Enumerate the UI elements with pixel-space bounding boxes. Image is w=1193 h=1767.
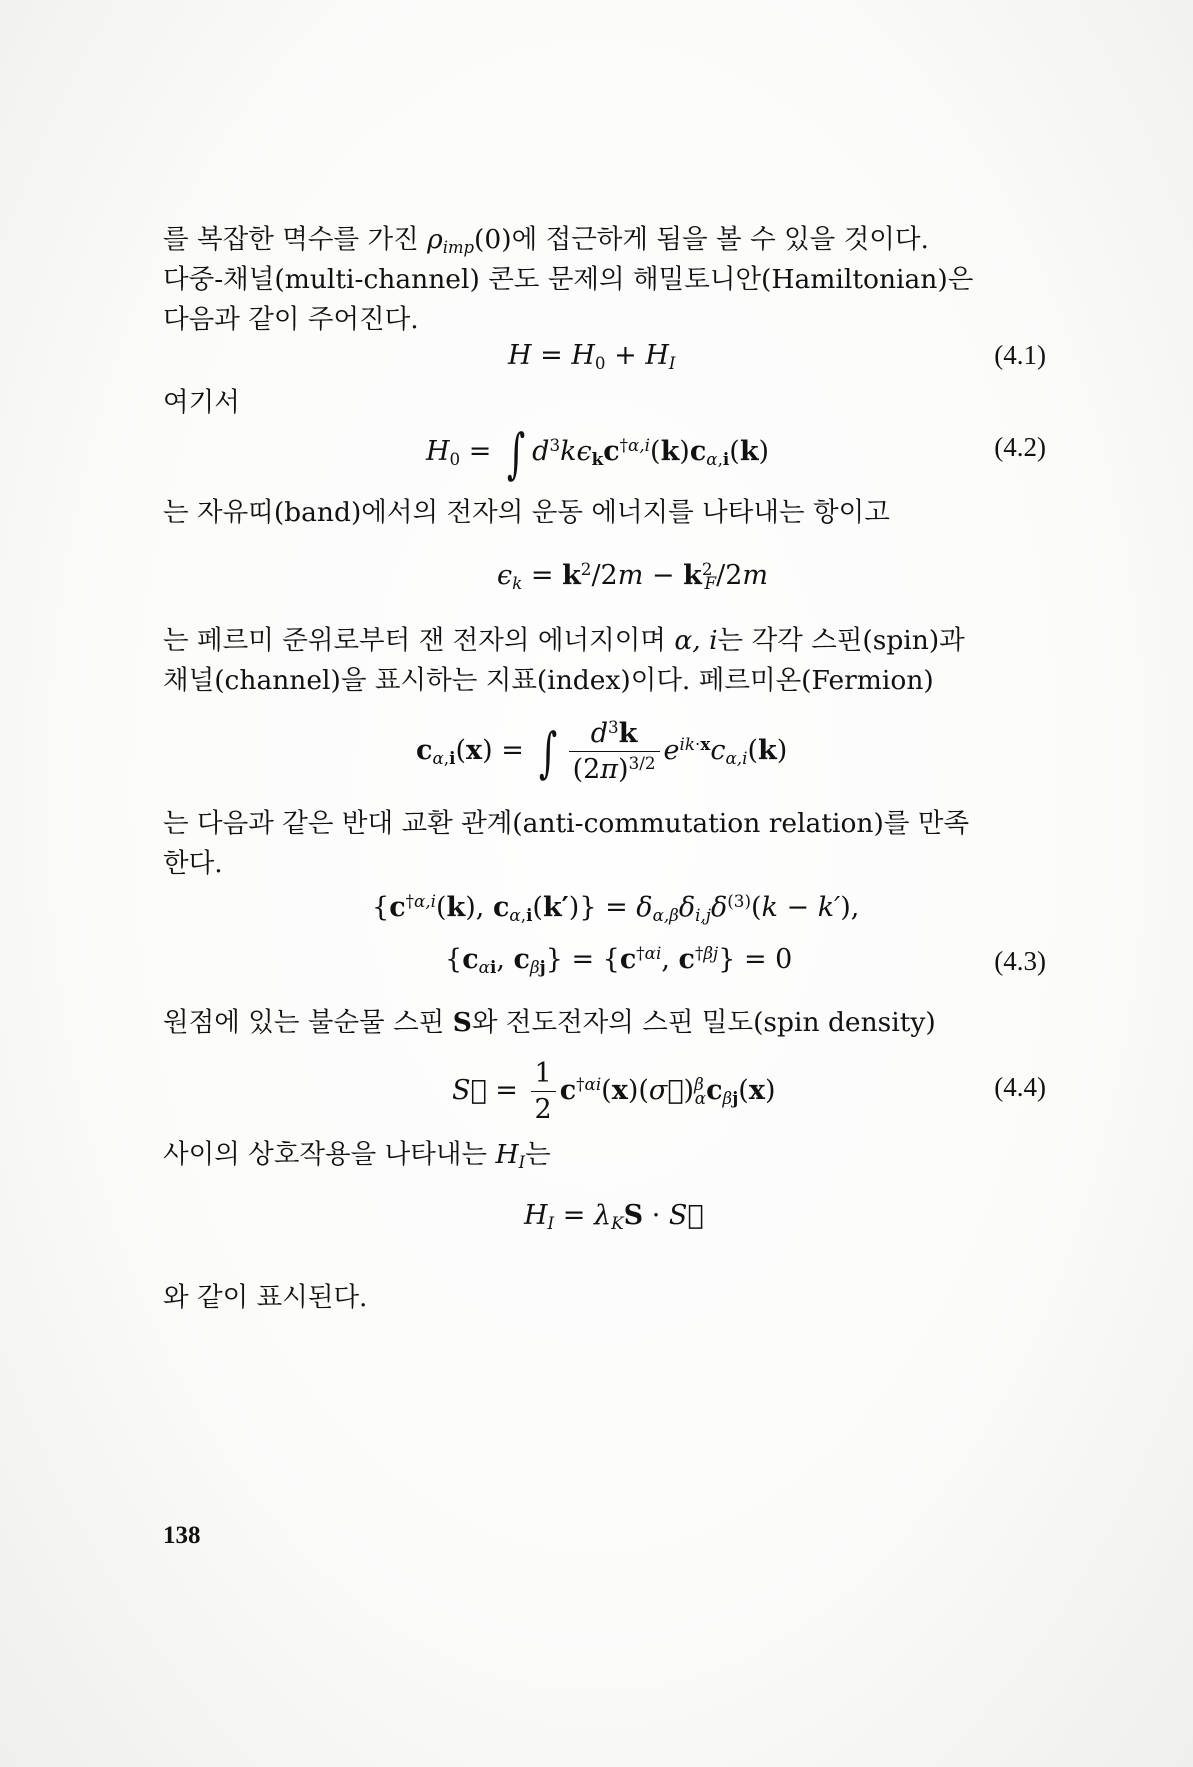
equation-field-operator: $c_{\alpha,i}(x)$ = ∫ $\frac{d^3k}{(2\pi)^{3/2}}$ $e^{ik\cdot x}c_{\alpha,i}(k)$ [416, 716, 788, 785]
paragraph-line: 다중-채널(multi-channel) 콘도 문제의 해밀토니안(Hamiltonian)은 [163, 264, 974, 295]
equation-number: (4.1) [994, 340, 1046, 370]
text-fragment: 는 [525, 1139, 551, 1170]
text-fragment: 사이의 상호작용을 나타내는 [163, 1139, 496, 1170]
text-fragment: 원점에 있는 불순물 스핀 [163, 1007, 453, 1038]
paragraph-line [163, 1137, 1063, 1173]
equation-number: (4.3) [994, 946, 1046, 976]
equation-4-3-line-2: {$c_{\alpha i}$, $c_{\beta j}\} = \{c^{\dagger\alpha i}$, $c^{\dagger\beta j}\} = 0$ [445, 942, 793, 978]
equation-4-3-line-1: {$c^{\dagger\alpha,i}(k)$, $c_{\alpha,i}(k')\} = \delta_{\alpha,\beta}\delta_{i,j}\delta^{(3)}(k - k')$, [372, 890, 860, 926]
equation-number: (4.4) [994, 1072, 1046, 1102]
integral-sign: ∫ [539, 721, 558, 784]
equation-number: (4.2) [994, 432, 1046, 462]
paragraph-line: 와 같이 표시된다. [163, 1282, 368, 1313]
paragraph-line: 는 다음과 같은 반대 교환 관계(anti-commutation relation)를 만족 [163, 808, 970, 839]
text-fragment: 는 각각 스핀(spin)과 [717, 625, 965, 656]
alpha-i-symbols: α, i [674, 625, 718, 656]
HI-symbol: $H_I$ [495, 1139, 526, 1172]
equation-4-1: $H = H_0 + H_I$ [508, 340, 676, 374]
text-fragment: 와 전도전자의 스핀 밀도(spin density) [471, 1007, 936, 1038]
equation-interaction: $H_I = \lambda_KS$ · S⃗ [524, 1200, 704, 1234]
equation-epsilon-k: $\epsilon_k = k^2/2m - k^2_F/2m$ [497, 558, 769, 594]
paragraph-line [163, 623, 1063, 659]
paragraph-line: 채널(channel)을 표시하는 지표(index)이다. 페르미온(Fermion) [163, 665, 934, 696]
integral-sign: ∫ [506, 422, 526, 485]
text-fragment: 를 복잡한 멱수를 가진 [163, 224, 428, 255]
equation-4-2: $H_0$ = ∫ $d^3k\epsilon_kc^{\dagger\alpha,i}(k)c_{\alpha,i}(k)$ [426, 422, 770, 485]
paragraph-line: 다음과 같이 주어진다. [163, 304, 419, 335]
page-number: 138 [163, 1522, 201, 1549]
text-fragment: 는 페르미 준위로부터 잰 전자의 에너지이며 [163, 625, 675, 656]
fraction: $\frac{d^3k}{(2\pi)^{3/2}}$ [569, 718, 660, 785]
paragraph-line: 한다. [163, 848, 223, 879]
paragraph-line [163, 222, 1063, 258]
paragraph-line: 여기서 [163, 387, 240, 418]
paragraph-line: 는 자유띠(band)에서의 전자의 운동 에너지를 나타내는 항이고 [163, 497, 890, 528]
spin-S-symbol: S [452, 1007, 472, 1038]
equation-4-4: S⃗ = $\frac{1}{2}$ $c^{\dagger\alpha i}(x)(\sigma⃗)^\beta_\alpha c_{\beta j}(x)$ [452, 1058, 776, 1125]
fraction: $\frac{1}{2}$ [531, 1058, 556, 1125]
rho-imp-symbol: $\rho_{imp}(0)$ [427, 224, 512, 257]
paragraph-line [163, 1005, 1063, 1041]
text-fragment: 에 접근하게 됨을 볼 수 있을 것이다. [511, 224, 929, 255]
